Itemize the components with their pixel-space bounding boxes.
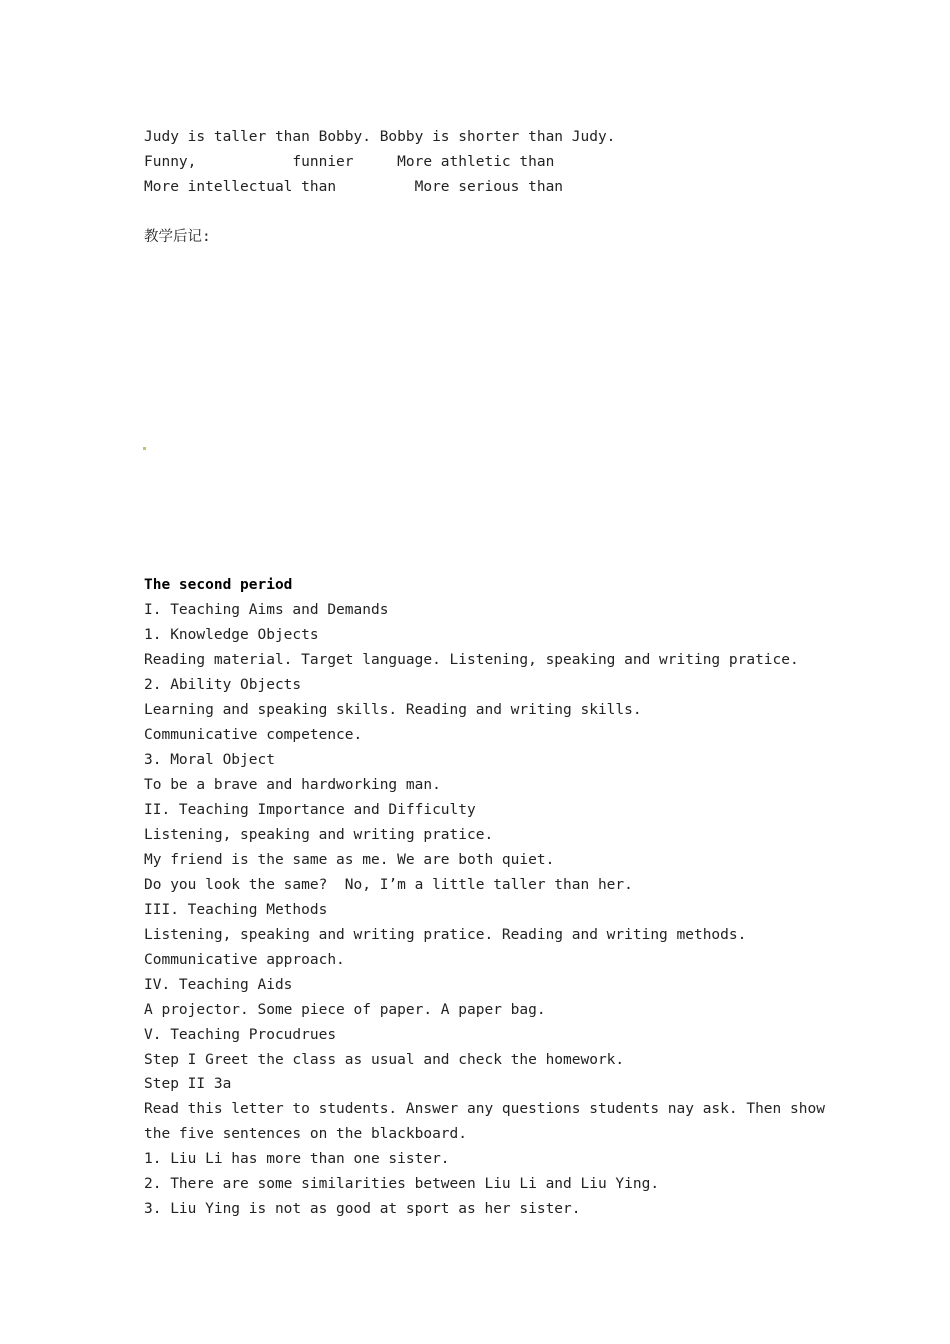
- text-line: Learning and speaking skills. Reading and writing skills.: [144, 702, 642, 718]
- text-line: Funny, funnier More athletic than: [144, 154, 555, 170]
- text-line: Do you look the same? No, I’m a little taller than her.: [144, 877, 633, 893]
- text-line: Step II 3a: [144, 1076, 232, 1092]
- text-line: IV. Teaching Aids: [144, 977, 293, 993]
- text-line: III. Teaching Methods: [144, 902, 328, 918]
- text-line: 3. Moral Object: [144, 752, 275, 768]
- text-line: Communicative competence.: [144, 727, 363, 743]
- text-line: Listening, speaking and writing pratice.: [144, 827, 494, 843]
- text-line: Listening, speaking and writing pratice. Reading and writing methods.: [144, 927, 747, 943]
- text-line: Communicative approach.: [144, 952, 345, 968]
- stray-mark: [143, 447, 146, 450]
- text-line: Judy is taller than Bobby. Bobby is shorter than Judy.: [144, 129, 616, 145]
- section-title: The second period: [144, 577, 293, 593]
- text-line: To be a brave and hardworking man.: [144, 777, 441, 793]
- text-line: 2. Ability Objects: [144, 677, 302, 693]
- teaching-notes-label: 教学后记:: [144, 229, 211, 245]
- text-line: Read this letter to students. Answer any questions students nay ask. Then show: [144, 1101, 825, 1117]
- text-line: the five sentences on the blackboard.: [144, 1126, 468, 1142]
- text-line: II. Teaching Importance and Difficulty: [144, 802, 476, 818]
- text-line: My friend is the same as me. We are both quiet.: [144, 852, 555, 868]
- text-line: 2. There are some similarities between Liu Li and Liu Ying.: [144, 1176, 660, 1192]
- text-line: I. Teaching Aims and Demands: [144, 602, 389, 618]
- text-line: 1. Knowledge Objects: [144, 627, 319, 643]
- text-line: More intellectual than More serious than: [144, 179, 564, 195]
- text-line: Reading material. Target language. Listening, speaking and writing pratice.: [144, 652, 799, 668]
- text-line: 3. Liu Ying is not as good at sport as her sister.: [144, 1201, 581, 1217]
- text-line: V. Teaching Procudrues: [144, 1027, 337, 1043]
- text-line: 1. Liu Li has more than one sister.: [144, 1151, 450, 1167]
- text-line: A projector. Some piece of paper. A paper bag.: [144, 1002, 546, 1018]
- text-line: Step I Greet the class as usual and check the homework.: [144, 1052, 625, 1068]
